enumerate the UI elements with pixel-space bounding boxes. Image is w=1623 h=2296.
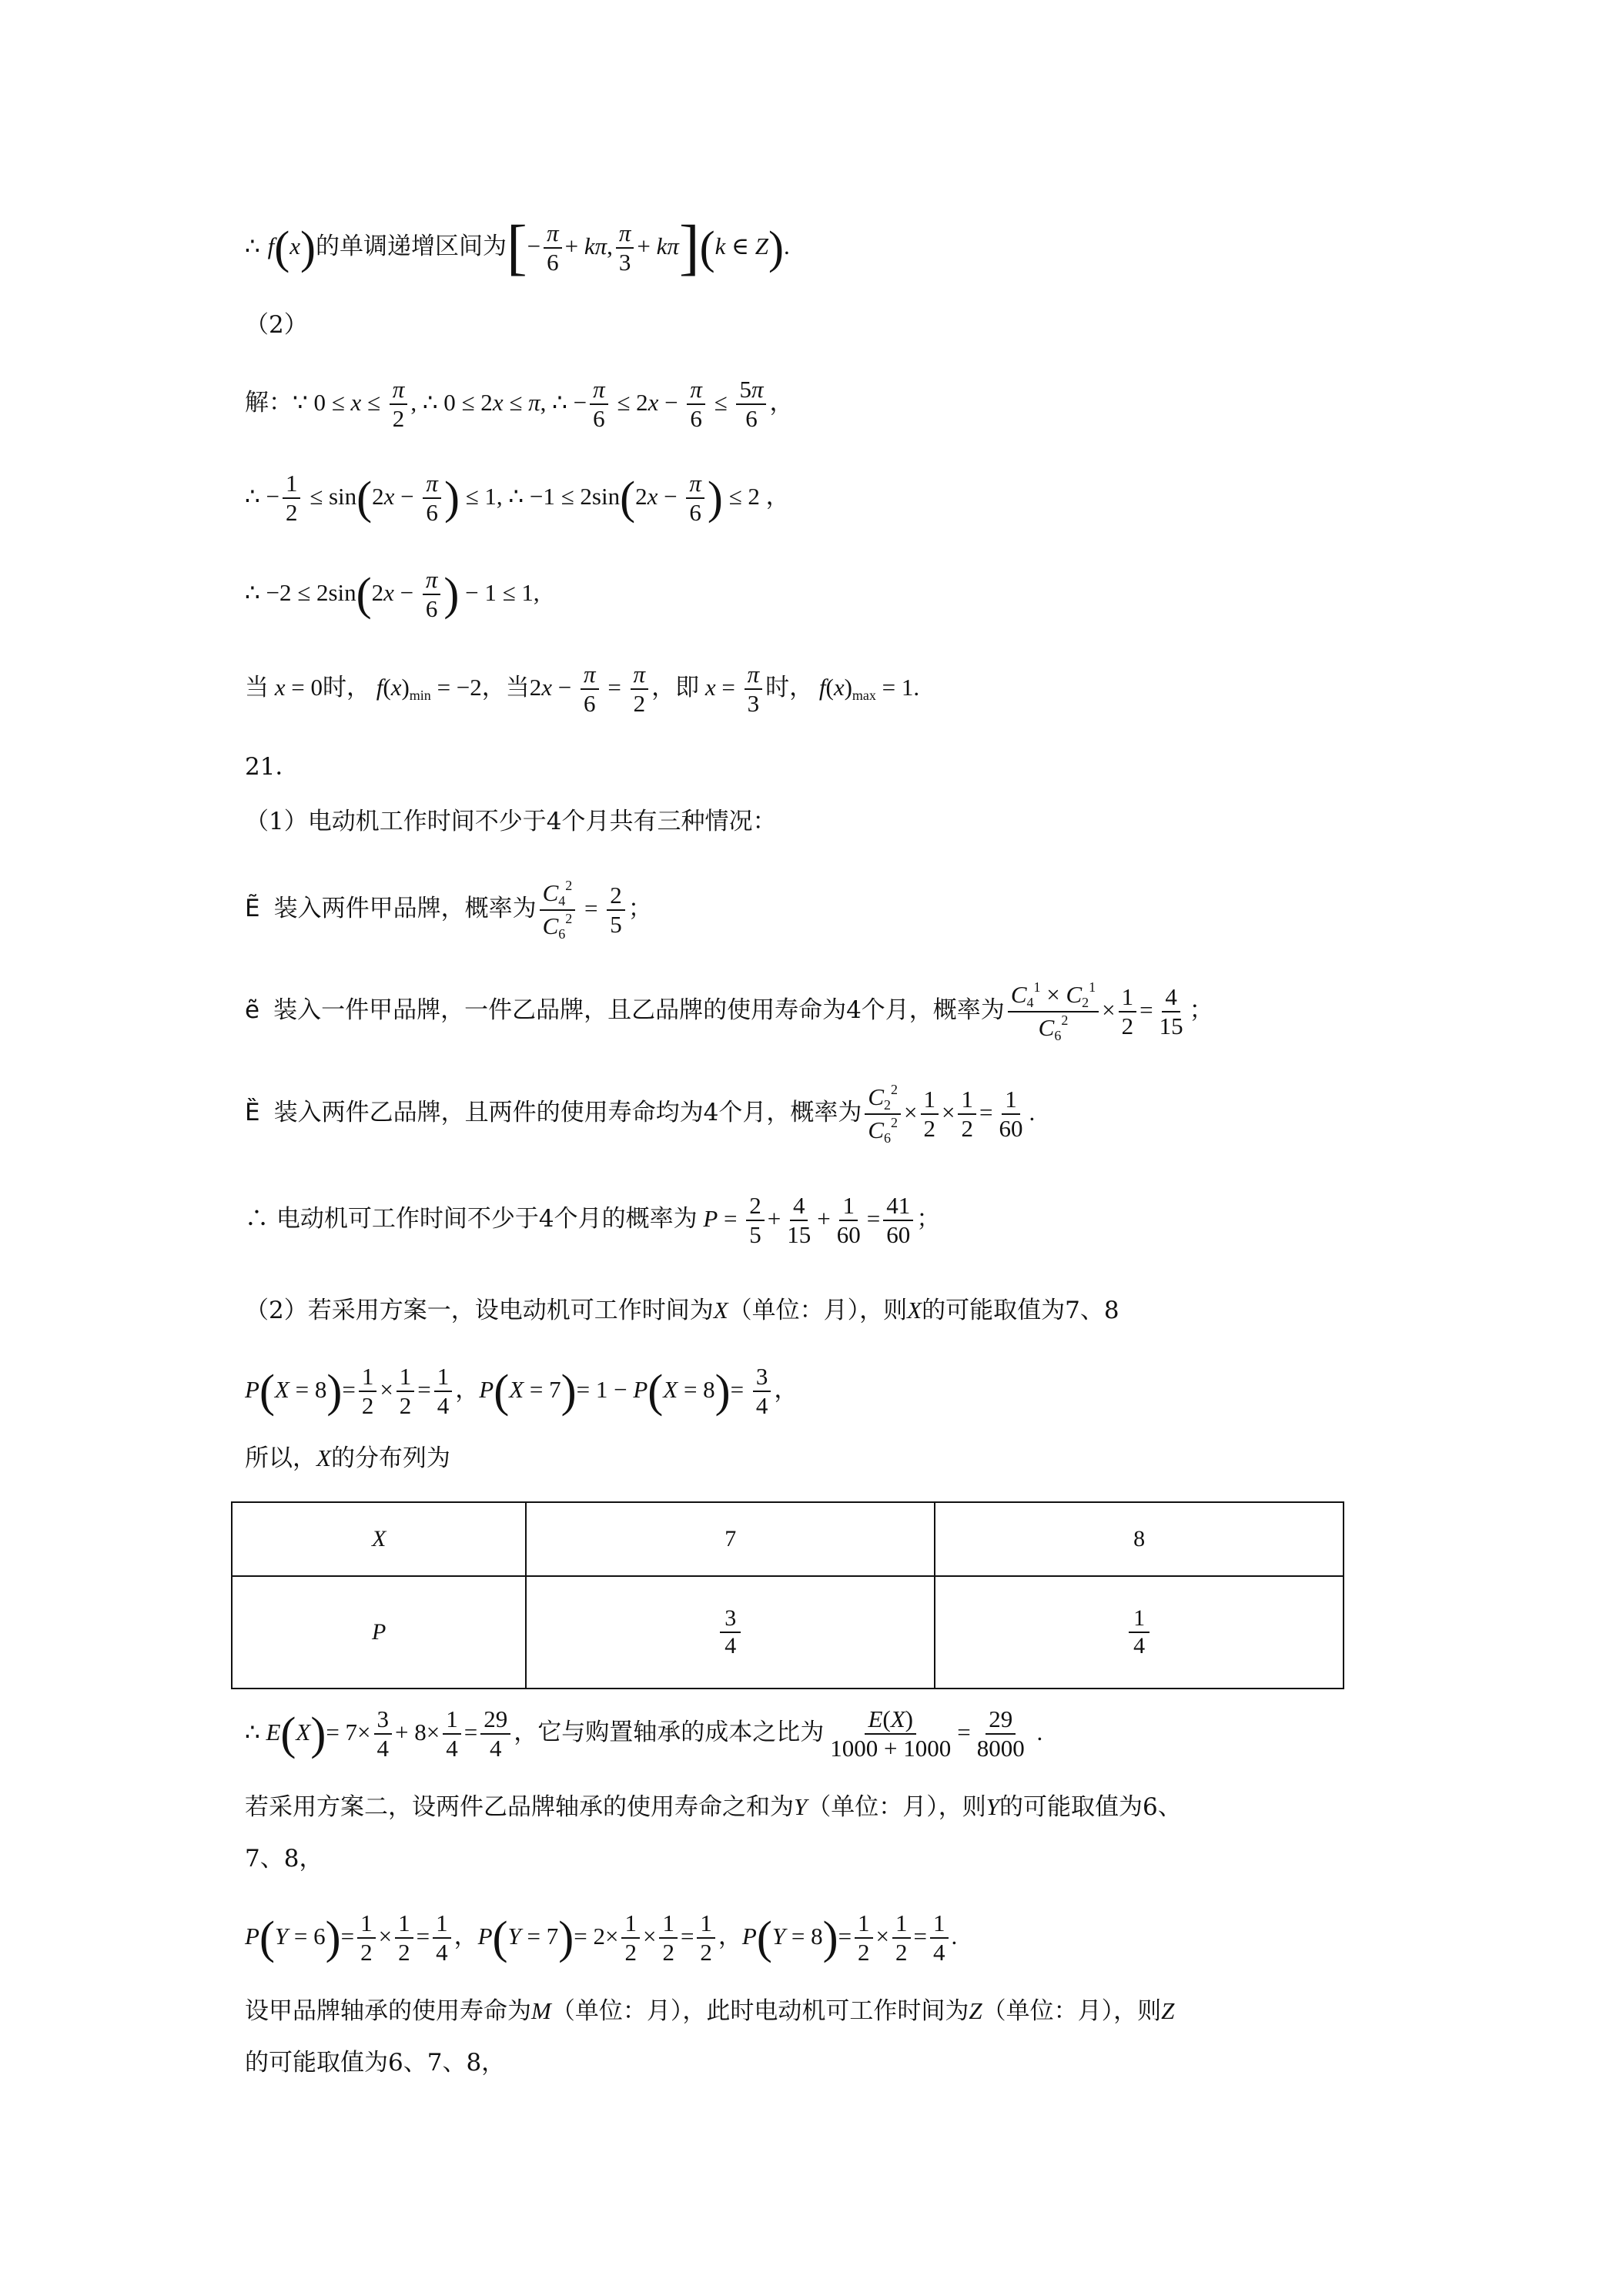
text: （2）若采用方案一，设电动机可工作时间为: [245, 1297, 714, 1324]
case-3-line: Ȅ 装入两件乙品牌，且两件的使用寿命均为4个月，概率为 $\frac{C_2^2}{C_6^2}$ × $\frac{1}{2}$ × $\frac{1}{2}$ = $\frac{1}{60}$ .: [245, 1082, 1036, 1146]
text: 时，: [765, 674, 814, 702]
text: 的可能取值为7、8: [922, 1297, 1119, 1324]
case-2-marker: ẽ: [245, 996, 260, 1025]
case-1-marker: Ẽ: [245, 895, 260, 923]
table-header-x: X: [232, 1502, 526, 1576]
plan-1-intro: （2）若采用方案一，设电动机可工作时间为X（单位：月），则X的可能取值为7、8: [245, 1297, 1119, 1324]
interval-line: ∴ f(x)的单调递增区间为[− $\frac{\pi}{6}$ + kπ, $\frac{\pi}{3}$ + kπ](k ∈ Z).: [245, 213, 790, 282]
plan-2-probabilities: P(Y = 6)= $\frac{1}{2}$ × $\frac{1}{2}$ = $\frac{1}{4}$ ，P(Y = 7)= 2× $\frac{1}{2}$ × $\frac{1}{2}$ = $\frac{1}{2}$ ，P(Y = 8)= $\frac{1}{2}$ × $\frac{1}{2}$ = $\frac{1}{4}$ .: [245, 1909, 958, 1966]
table-value-7: 7: [526, 1502, 935, 1576]
plan-1-probabilities: P(X = 8)= $\frac{1}{2}$ × $\frac{1}{2}$ = $\frac{1}{4}$ ，P(X = 7)= 1 − P(X = 8)= $\frac{3}{4}$ ，: [245, 1363, 798, 1419]
part-1-intro: （1）电动机工作时间不少于4个月共有三种情况：: [245, 808, 777, 835]
case-2-line: ẽ 装入一件甲品牌，一件乙品牌，且乙品牌的使用寿命为4个月，概率为 $\frac{C_4^1 \times C_2^1}{C_6^2}$ × $\frac{1}{2}$ = $\frac{4}{15}$ ；: [245, 979, 1213, 1043]
plan-2-values: 7、8，: [245, 1845, 323, 1873]
text: ，即: [651, 674, 700, 702]
brand-a-lifetime-line: 设甲品牌轴承的使用寿命为M（单位：月），此时电动机可工作时间为Z（单位：月），则Z: [245, 1997, 1175, 2025]
conclusion-text: ∴ 电动机可工作时间不少于4个月的概率为: [245, 1205, 698, 1233]
table-prob-8: $\frac{1}{4}$: [935, 1576, 1344, 1689]
expectation-line: ∴ E(X)= 7× $\frac{3}{4}$ + 8× $\frac{1}{4}$ = $\frac{29}{4}$ ，它与购置轴承的成本之比为 $\frac{E(X)}{1000 + 1000}$ = $\frac{29}{8000}$ .: [245, 1705, 1043, 1762]
case-1-text: 装入两件甲品牌，概率为: [273, 895, 537, 923]
text: （单位：月），则: [807, 1793, 986, 1821]
probability-conclusion: ∴ 电动机可工作时间不少于4个月的概率为 P = $\frac{2}{5}$ + $\frac{4}{15}$ + $\frac{1}{60}$ = $\frac{41}{60}$ ；: [245, 1192, 941, 1248]
text: 所以，: [245, 1444, 316, 1472]
case-3-text: 装入两件乙品牌，且两件的使用寿命均为4个月，概率为: [273, 1099, 862, 1127]
case-3-marker: Ȅ: [245, 1099, 260, 1127]
text: ，当: [481, 674, 530, 702]
function-range-line: ∴ −2 ≤ 2sin(2x − $\frac{\pi}{6}$ ) − 1 ≤ 1,: [245, 566, 540, 622]
text: 的可能取值为6、: [999, 1793, 1182, 1821]
case-1-line: Ẽ 装入两件甲品牌，概率为 $\frac{C_4^2}{C_6^2}$ = $\frac{2}{5}$ ；: [245, 878, 652, 942]
table-row: [232, 1502, 1344, 1576]
sine-range-line: ∴ − $\frac{1}{2}$ ≤ sin(2x − $\frac{\pi}{6}$ ) ≤ 1, ∴ −1 ≤ 2sin(2x − $\frac{\pi}{6}$ ) ≤ 2 ，: [245, 470, 790, 526]
text: （单位：月），则: [728, 1297, 908, 1324]
distribution-table: [231, 1501, 1344, 1689]
therefore-symbol: ∴: [245, 233, 260, 261]
table-prob-7: $\frac{3}{4}$: [526, 1576, 935, 1689]
text: 若采用方案二，设两件乙品牌轴承的使用寿命之和为: [245, 1793, 794, 1821]
table-row: [232, 1576, 1344, 1689]
table-header-p: P: [232, 1576, 526, 1689]
text: ，它与购置轴承的成本之比为: [514, 1719, 825, 1747]
solution-label: 解：: [245, 389, 293, 417]
question-21-number: 21．: [245, 753, 300, 781]
text: （单位：月），则: [982, 1997, 1162, 2025]
interval-label: 的单调递增区间为: [315, 233, 507, 261]
plan-2-intro: 若采用方案二，设两件乙品牌轴承的使用寿命之和为Y（单位：月），则Y的可能取值为6、: [245, 1793, 1182, 1821]
text: （单位：月），此时电动机可工作时间为: [550, 1997, 969, 2025]
text: 的分布列为: [330, 1444, 450, 1472]
when-label: 当: [245, 674, 269, 702]
distribution-intro: 所以，X的分布列为: [245, 1444, 450, 1472]
extrema-line: 当 x = 0时， $f(x)_{min} = -2$，当2x − $\frac{\pi}{6}$ = $\frac{\pi}{2}$ ，即 x = $\frac{\pi}{3}$ 时， $f(x)_{max} = 1$.: [245, 661, 920, 717]
solution-range-line: 解：∵ 0 ≤ x ≤ $\frac{\pi}{2}$ , ∴ 0 ≤ 2x ≤ π, ∴ − $\frac{\pi}{6}$ ≤ 2x − $\frac{\pi}{6}$ ≤ $\frac{5\pi}{6}$ ，: [245, 376, 794, 432]
z-values-line: 的可能取值为6、7、8，: [245, 2049, 506, 2077]
table-value-8: 8: [935, 1502, 1344, 1576]
part-2-label: （2）: [245, 311, 308, 339]
text: 时，: [323, 674, 370, 702]
case-2-text: 装入一件甲品牌，一件乙品牌，且乙品牌的使用寿命为4个月，概率为: [273, 996, 1005, 1025]
text: 设甲品牌轴承的使用寿命为: [245, 1997, 531, 2025]
